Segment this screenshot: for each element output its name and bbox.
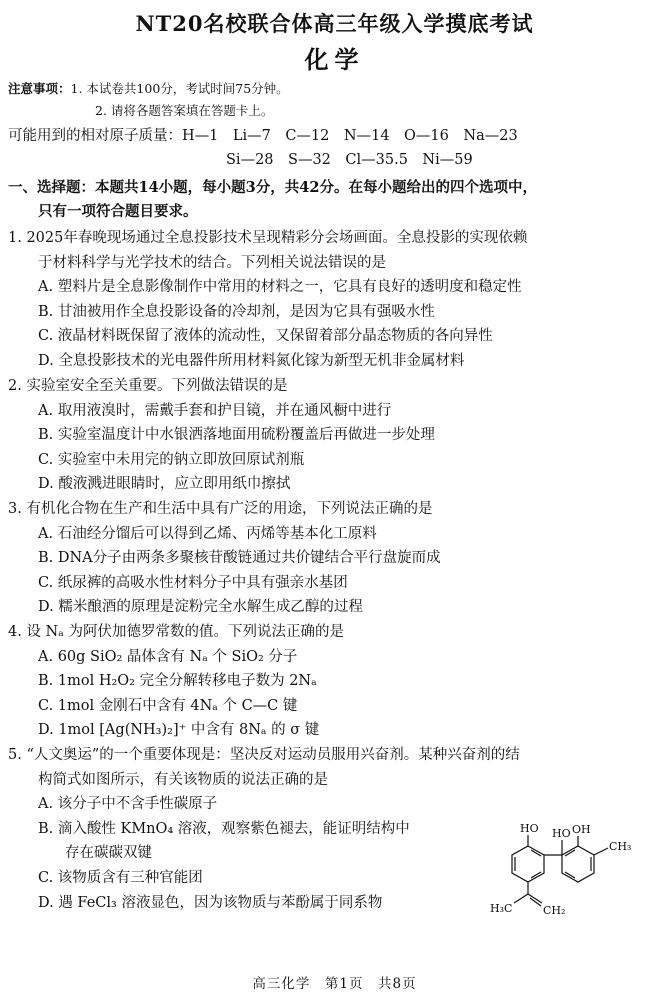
hydroxyl-label: OH bbox=[572, 823, 591, 836]
option-c: C. 实验室中未用完的钠立即放回原试剂瓶 bbox=[38, 451, 305, 468]
option-c: C. 1mol 金刚石中含有 4Nₐ 个 C—C 键 bbox=[38, 697, 298, 714]
question-stem-cont: 于材料科学与光学技术的结合。下列相关说法错误的是 bbox=[38, 254, 386, 271]
option-b-cont: 存在碳碳双键 bbox=[65, 845, 152, 862]
question-stem: 3. 有机化合物在生产和生活中具有广泛的用途，下列说法正确的是 bbox=[8, 501, 433, 517]
notes-label: 注意事项： bbox=[8, 81, 71, 96]
option-b: B. 滴入酸性 KMnO₄ 溶液，观察紫色褪去，能证明结构中 bbox=[38, 820, 410, 837]
question-stem: 5. “人文奥运”的一个重要体现是：坚决反对运动员服用兴奋剂。某种兴奋剂的结 bbox=[8, 747, 520, 763]
notes-block bbox=[8, 78, 658, 122]
atomic-masses bbox=[8, 124, 658, 172]
option-b: B. 实验室温度计中水银洒落地面用硫粉覆盖后再做进一步处理 bbox=[38, 427, 435, 444]
option-a: A. 取用液溴时，需戴手套和护目镜，并在通风橱中进行 bbox=[38, 402, 392, 419]
subject-title: 化学 bbox=[304, 45, 365, 74]
question-3 bbox=[8, 497, 660, 620]
hydroxyl-label: HO bbox=[520, 822, 539, 835]
notes-line-1 bbox=[8, 78, 658, 100]
exam-title: NT20名校联合体高三年级入学摸底考试 bbox=[135, 11, 534, 36]
question-4 bbox=[8, 620, 660, 743]
option-d: D. 遇 FeCl₃ 溶液显色，因为该物质与苯酚属于同系物 bbox=[38, 894, 383, 911]
option-d: D. 酸液溅进眼睛时，应立即用纸巾擦拭 bbox=[38, 476, 291, 493]
masses-line-2: Si—28 S—32 Cl—35.5 Ni—59 bbox=[226, 152, 473, 168]
question-2 bbox=[8, 374, 660, 497]
section-heading bbox=[8, 176, 658, 224]
hydroxyl-label: HO bbox=[552, 827, 571, 840]
option-d: D. 糯米酿酒的原理是淀粉完全水解生成乙醇的过程 bbox=[38, 599, 363, 616]
section-line-2: 只有一项符合题目要求。 bbox=[38, 203, 198, 220]
option-c: C. 液晶材料既保留了液体的流动性，又保留着部分晶态物质的各向异性 bbox=[38, 328, 493, 345]
option-c: C. 该物质含有三种官能团 bbox=[38, 869, 203, 886]
option-b: B. 甘油被用作全息投影设备的冷却剂，是因为它具有强吸水性 bbox=[38, 303, 435, 320]
option-b: B. 1mol H₂O₂ 完全分解转移电子数为 2Nₐ bbox=[38, 673, 317, 690]
question-stem: 1. 2025年春晚现场通过全息投影技术呈现精彩分会场画面。全息投影的实现依赖 bbox=[8, 230, 528, 246]
option-b: B. DNA分子由两条多聚核苷酸链通过共价键结合平行盘旋而成 bbox=[38, 550, 441, 567]
option-d: D. 1mol [Ag(NH₃)₂]⁺ 中含有 8Nₐ 的 σ 键 bbox=[38, 722, 320, 739]
structural-formula bbox=[488, 820, 663, 920]
option-a: A. 60g SiO₂ 晶体含有 Nₐ 个 SiO₂ 分子 bbox=[38, 648, 298, 665]
option-d: D. 全息投影技术的光电器件所用材料氮化镓为新型无机非金属材料 bbox=[38, 352, 465, 369]
option-a: A. 石油经分馏后可以得到乙烯、丙烯等基本化工原料 bbox=[38, 525, 377, 542]
masses-line-1: 可能用到的相对原子质量：H—1 Li—7 C—12 N—14 O—16 Na—23 bbox=[8, 128, 518, 144]
page-footer: 高三化学 第1页 共8页 bbox=[252, 976, 417, 992]
question-1 bbox=[8, 226, 660, 374]
methylene-label: CH₂ bbox=[543, 904, 566, 917]
methyl-label: H₃C bbox=[490, 902, 513, 915]
option-c: C. 纸尿裤的高吸水性材料分子中具有强亲水基团 bbox=[38, 574, 348, 591]
question-stem-cont: 构简式如图所示，有关该物质的说法正确的是 bbox=[38, 771, 328, 788]
question-stem: 4. 设 Nₐ 为阿伏加德罗常数的值。下列说法正确的是 bbox=[8, 624, 344, 640]
section-line-1: 一、选择题：本题共14小题，每小题3分，共42分。在每小题给出的四个选项中， bbox=[8, 179, 537, 196]
notes-item-2: 2. 请将各题答案填在答题卡上。 bbox=[95, 103, 274, 118]
methyl-label: CH₃ bbox=[609, 840, 632, 853]
right-benzene-ring bbox=[562, 846, 594, 882]
option-a: A. 该分子中不含手性碳原子 bbox=[38, 796, 218, 813]
notes-item-1: 1. 本试卷共100分，考试时间75分钟。 bbox=[70, 81, 289, 96]
option-a: A. 塑料片是全息影像制作中常用的材料之一，它具有良好的透明度和稳定性 bbox=[38, 279, 522, 296]
question-stem: 2. 实验室安全至关重要。下列做法错误的是 bbox=[8, 378, 288, 394]
left-benzene-ring bbox=[512, 846, 544, 882]
